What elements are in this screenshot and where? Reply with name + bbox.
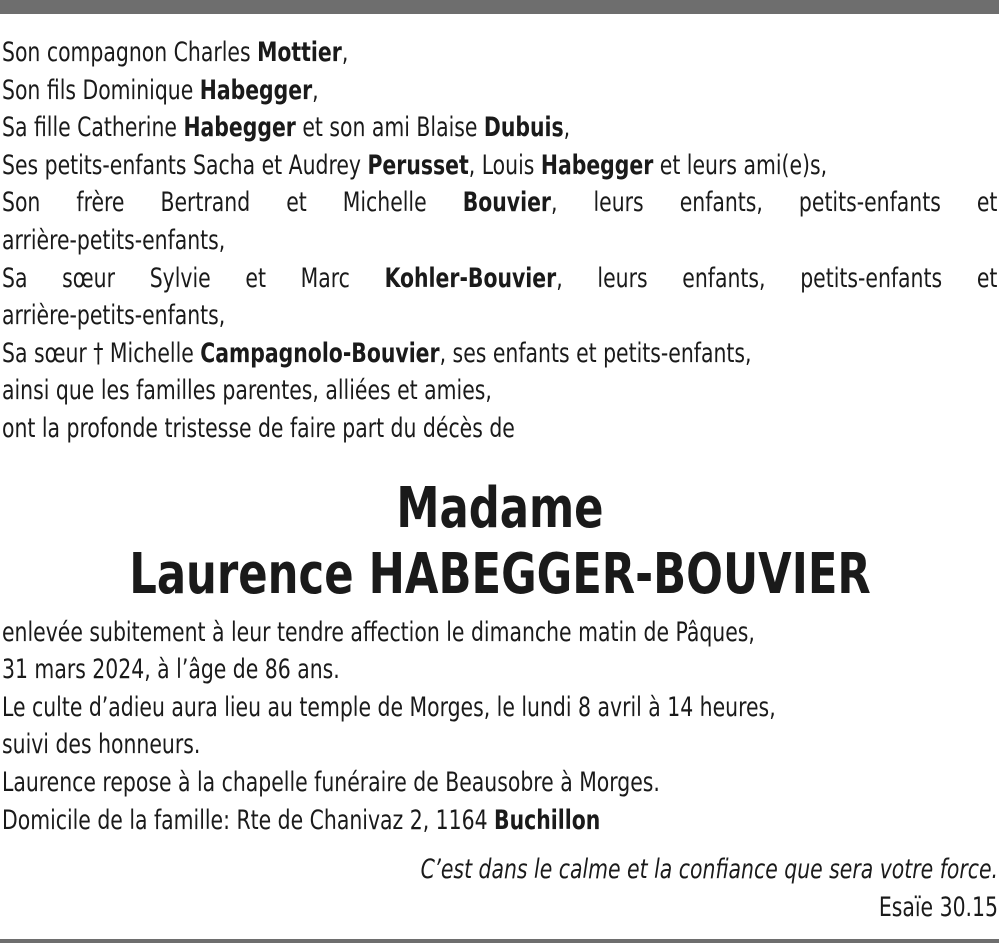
family-text: Son compagnon Charles xyxy=(2,37,258,68)
family-word xyxy=(385,260,563,298)
family-word: Sylvie xyxy=(149,262,211,294)
family-text: , xyxy=(563,112,571,144)
family-word xyxy=(463,184,558,222)
family-surname: Kohler-Bouvier xyxy=(384,262,557,294)
deceased-name-block xyxy=(2,476,998,608)
family-text: et leurs ami(e)s, xyxy=(653,149,828,181)
deceased-name: Laurence HABEGGER-BOUVIER xyxy=(129,541,871,607)
bottom-rule xyxy=(0,939,999,943)
family-line xyxy=(2,184,997,222)
address-text: Domicile de la famille: Rte de Chanivaz 2, 1164 xyxy=(2,804,495,836)
family-text: , xyxy=(341,37,349,68)
family-word: Sa xyxy=(2,262,28,294)
detail-line: Laurence repose à la chapelle funéraire de Beausobre à Morges. xyxy=(2,766,660,798)
family-line: arrière-petits-enfants, xyxy=(2,224,226,256)
family-text: , xyxy=(550,187,558,219)
detail-line: 31 mars 2024, à l’âge de 86 ans. xyxy=(2,654,340,686)
family-word: et xyxy=(245,262,266,294)
family-surname: Habegger xyxy=(540,149,654,181)
detail-line: enlevée subitement à leur tendre affection le dimanche matin de Pâques, xyxy=(2,616,755,648)
family-word: sœur xyxy=(62,262,115,294)
obituary-notice xyxy=(2,34,998,927)
family-address xyxy=(2,802,839,840)
family-word: et xyxy=(286,187,307,219)
family-surname: Campagnolo-Bouvier xyxy=(200,337,440,369)
family-word: enfants, xyxy=(682,262,766,294)
family-surname: Perusset xyxy=(367,149,469,181)
family-text: , xyxy=(556,262,563,294)
family-word: Bertrand xyxy=(160,187,251,219)
family-word: et xyxy=(976,262,998,294)
family-text: Son fils Dominique xyxy=(2,74,200,106)
family-line xyxy=(2,109,839,147)
family-text: Sa sœur † Michelle xyxy=(2,337,201,369)
family-text: , xyxy=(312,74,319,106)
family-surname: Habegger xyxy=(183,112,296,144)
bible-quote: C’est dans le calme et la confiance que sera votre force. xyxy=(420,854,998,886)
family-line xyxy=(2,72,839,110)
family-text: Ses petits-enfants Sacha et Audrey xyxy=(2,149,368,181)
detail-line: suivi des honneurs. xyxy=(2,729,201,761)
family-word: Son xyxy=(2,187,41,219)
family-word: frère xyxy=(76,187,125,219)
family-text: et son ami Blaise xyxy=(295,112,484,144)
address-town: Buchillon xyxy=(494,804,601,836)
family-surname: Mottier xyxy=(257,37,342,68)
family-list xyxy=(2,34,998,448)
family-line xyxy=(2,260,997,298)
detail-line: Le culte d’adieu aura lieu au temple de Morges, le lundi 8 avril à 14 heures, xyxy=(2,691,776,723)
family-word: petits-enfants xyxy=(800,262,943,294)
family-text: Sa fille Catherine xyxy=(2,112,184,144)
family-surname: Bouvier xyxy=(462,187,551,219)
family-word: et xyxy=(976,187,998,219)
family-line xyxy=(2,335,839,373)
family-word: leurs xyxy=(593,187,644,219)
family-line: arrière-petits-enfants, xyxy=(2,300,226,332)
top-rule xyxy=(0,0,999,14)
family-text: , ses enfants et petits-enfants, xyxy=(439,337,752,369)
family-word: leurs xyxy=(597,262,648,294)
family-word: enfants, xyxy=(679,187,763,219)
service-details xyxy=(2,614,998,840)
family-text: , Louis xyxy=(468,149,541,181)
family-word: Marc xyxy=(300,262,350,294)
bible-reference: Esaïe 30.15 xyxy=(878,892,998,924)
family-word: petits-enfants xyxy=(798,187,941,219)
family-line: ainsi que les familles parentes, alliées et amies, xyxy=(2,375,492,407)
deceased-honorific: Madame xyxy=(396,475,604,541)
family-line xyxy=(2,34,839,72)
family-surname: Habegger xyxy=(199,74,313,106)
announcement-line: ont la profonde tristesse de faire part du décès de xyxy=(2,412,515,444)
family-word: Michelle xyxy=(342,187,427,219)
family-surname: Dubuis xyxy=(483,112,564,144)
family-line xyxy=(2,147,839,185)
